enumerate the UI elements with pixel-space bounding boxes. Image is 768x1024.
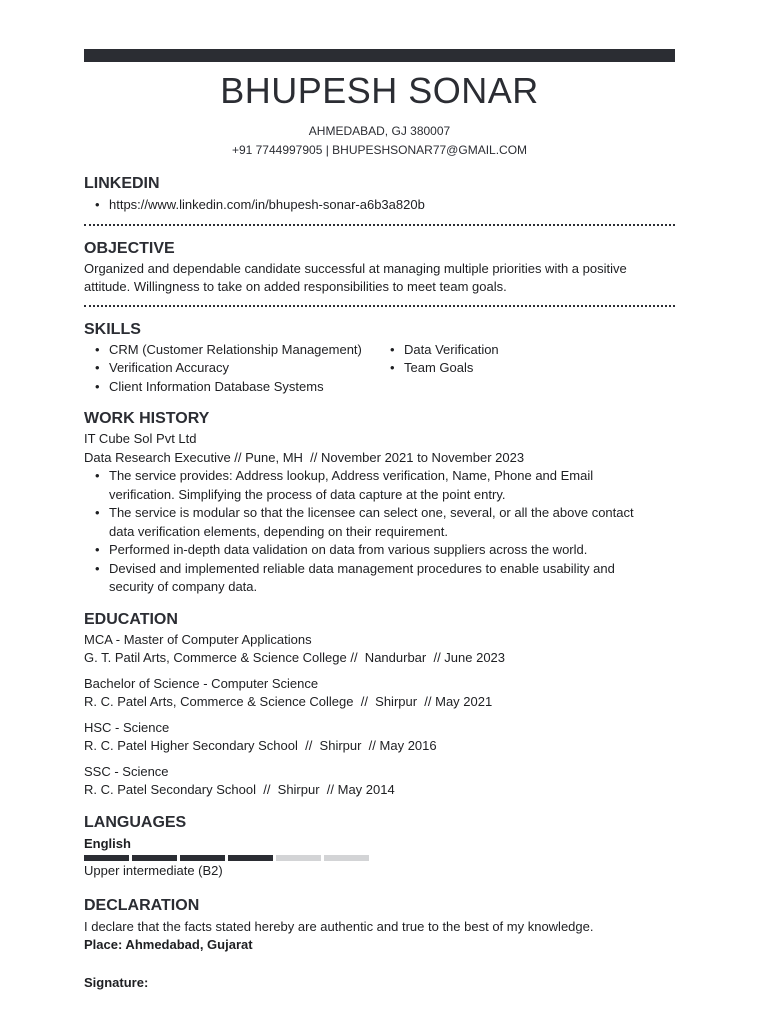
skills-column-left — [84, 341, 379, 397]
language-level-segment-filled — [84, 855, 129, 861]
section-title-declaration: DECLARATION — [84, 896, 200, 914]
objective-line: Organized and dependable candidate successful at managing multiple priorities with a positive — [84, 260, 627, 276]
skill-item: • Verification Accuracy — [84, 359, 379, 378]
objective-line: attitude. Willingness to take on added responsibilities to meet team goals. — [84, 279, 507, 294]
work-bullet — [84, 467, 675, 504]
education-school: R. C. Patel Secondary School // Shirpur // May 2014 — [84, 782, 395, 797]
declaration-text: I declare that the facts stated hereby are authentic and true to the best of my knowledge. — [84, 918, 594, 934]
section-title-languages: LANGUAGES — [84, 813, 187, 831]
education-list — [84, 631, 675, 800]
linkedin-url-link[interactable]: • https://www.linkedin.com/in/bhupesh-sonar-a6b3a820b — [84, 196, 675, 215]
skills-grid — [84, 341, 675, 397]
language-level-segment-empty — [276, 855, 321, 861]
work-bullet-line: verification. Simplifying the process of data capture at the point entry. — [109, 486, 506, 502]
candidate-name: BHUPESH SONAR — [220, 70, 539, 111]
work-bullet-line: data verification elements, depending on their requirement. — [109, 523, 448, 539]
education-item — [84, 763, 675, 800]
address: AHMEDABAD, GJ 380007 — [308, 124, 451, 138]
resume-page — [84, 49, 675, 992]
education-item — [84, 631, 675, 668]
education-degree: HSC - Science — [84, 719, 170, 735]
language-level-text: Upper intermediate (B2) — [84, 863, 223, 878]
declaration-signature: Signature: — [84, 974, 149, 990]
education-school: R. C. Patel Higher Secondary School // Shirpur // May 2016 — [84, 738, 437, 753]
work-bullets — [84, 467, 675, 597]
education-item — [84, 719, 675, 756]
language-level-segment-empty — [324, 855, 369, 861]
skill-item: • Team Goals — [379, 359, 659, 378]
work-bullet-line: • Performed in-depth data validation on data from various suppliers across the world. — [109, 542, 588, 557]
section-title-skills: SKILLS — [84, 320, 141, 338]
language-name: English — [84, 835, 131, 851]
skill-item: • CRM (Customer Relationship Management) — [84, 341, 379, 360]
section-divider — [84, 305, 675, 307]
section-title-objective: OBJECTIVE — [84, 239, 175, 257]
skill-item: • Data Verification — [379, 341, 659, 360]
language-level-bar — [84, 855, 675, 861]
language-level-segment-filled — [132, 855, 177, 861]
company-name: IT Cube Sol Pvt Ltd — [84, 431, 197, 446]
job-role-line: Data Research Executive // Pune, MH // November 2021 to November 2023 — [84, 449, 525, 465]
education-degree: SSC - Science — [84, 763, 169, 779]
work-bullet-line: • The service provides: Address lookup, Address verification, Name, Phone and Email — [109, 468, 594, 483]
work-bullet — [84, 541, 675, 560]
work-bullet — [84, 504, 675, 541]
contact-info: +91 7744997905 | BHUPESHSONAR77@GMAIL.COM — [231, 143, 528, 157]
section-title-education: EDUCATION — [84, 610, 178, 628]
declaration-place: Place: Ahmedabad, Gujarat — [84, 937, 253, 952]
education-school: G. T. Patil Arts, Commerce & Science College // Nandurbar // June 2023 — [84, 650, 506, 665]
skills-column-right — [379, 341, 659, 397]
work-bullet-line: • The service is modular so that the licensee can select one, several, or all the above contact — [109, 505, 634, 520]
language-level-segment-filled — [228, 855, 273, 861]
objective-text — [84, 260, 675, 297]
work-bullet-line: • Devised and implemented reliable data management procedures to enable usability and — [109, 560, 615, 576]
skill-item: • Client Information Database Systems — [84, 378, 379, 397]
education-degree: Bachelor of Science - Computer Science — [84, 675, 319, 691]
linkedin-list — [84, 196, 675, 215]
section-title-work-history: WORK HISTORY — [84, 410, 210, 427]
header-accent-bar — [84, 49, 675, 62]
education-degree: MCA - Master of Computer Applications — [84, 631, 312, 647]
work-bullet — [84, 560, 675, 597]
work-bullet-line: security of company data. — [109, 579, 258, 594]
education-school: R. C. Patel Arts, Commerce & Science College // Shirpur // May 2021 — [84, 694, 493, 709]
section-divider — [84, 224, 675, 226]
language-level-segment-filled — [180, 855, 225, 861]
education-item — [84, 675, 675, 712]
section-title-linkedin: LINKEDIN — [84, 175, 160, 192]
